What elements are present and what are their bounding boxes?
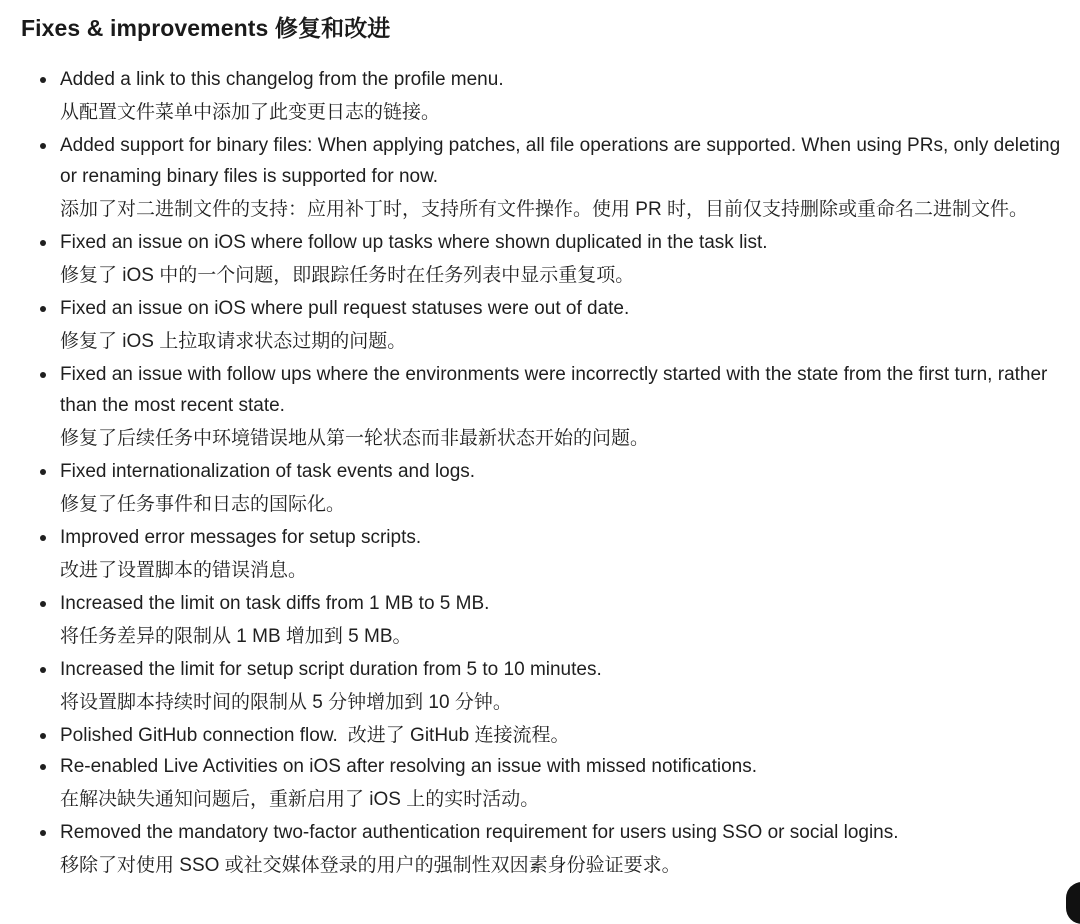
- item-text-zh: 修复了任务事件和日志的国际化。: [60, 494, 346, 515]
- item-text-en: Fixed internationalization of task events and logs.: [60, 461, 476, 482]
- item-text-zh: 将设置脚本持续时间的限制从 5 分钟增加到 10 分钟。: [60, 692, 512, 713]
- floating-corner-button: [1066, 882, 1080, 924]
- item-text-zh: 在解决缺失通知问题后，重新启用了 iOS 上的实时活动。: [60, 789, 540, 810]
- changes-list: [0, 64, 1080, 883]
- item-text-zh: 将任务差异的限制从 1 MB 增加到 5 MB。: [60, 626, 412, 647]
- item-text-en: Re-enabled Live Activities on iOS after resolving an issue with missed notifications.: [60, 756, 758, 777]
- item-text-en: Improved error messages for setup scripts.: [60, 527, 422, 548]
- list-item: [0, 456, 1080, 522]
- item-text-en: Removed the mandatory two-factor authentication requirement for users using SSO or social logins.: [60, 822, 899, 843]
- item-text-en: Fixed an issue on iOS where pull request statuses were out of date.: [60, 298, 630, 319]
- item-text-en: Fixed an issue with follow ups where the environments were incorrectly started with the state from the first turn, rather than the most recent state.: [60, 364, 1048, 416]
- section-title: Fixes & improvements 修复和改进: [21, 15, 391, 41]
- list-item: [0, 751, 1080, 817]
- list-item: [0, 293, 1080, 359]
- list-item: [0, 654, 1080, 720]
- item-text-zh: 改进了 GitHub 连接流程。: [347, 725, 570, 746]
- list-item: [0, 359, 1080, 456]
- item-text-zh: 改进了设置脚本的错误消息。: [60, 560, 308, 581]
- list-item: [0, 130, 1080, 227]
- list-item: [0, 817, 1080, 883]
- item-text-en: Polished GitHub connection flow.: [60, 725, 338, 746]
- item-text-en: Fixed an issue on iOS where follow up tasks where shown duplicated in the task list.: [60, 232, 768, 253]
- item-text-zh: 修复了后续任务中环境错误地从第一轮状态而非最新状态开始的问题。: [60, 428, 650, 449]
- list-item: [0, 522, 1080, 588]
- list-item: [0, 64, 1080, 130]
- item-text-zh: 修复了 iOS 中的一个问题，即跟踪任务时在任务列表中显示重复项。: [60, 265, 635, 286]
- item-text-en: Added a link to this changelog from the profile menu.: [60, 69, 504, 90]
- item-text-line: [60, 720, 1078, 751]
- item-text-zh: 移除了对使用 SSO 或社交媒体登录的用户的强制性双因素身份验证要求。: [60, 855, 681, 876]
- item-text-en: Increased the limit on task diffs from 1 MB to 5 MB.: [60, 593, 490, 614]
- item-text-en: Increased the limit for setup script duration from 5 to 10 minutes.: [60, 659, 602, 680]
- item-text-zh: 添加了对二进制文件的支持：应用补丁时，支持所有文件操作。使用 PR 时，目前仅支持删除或重命名二进制文件。: [60, 199, 1028, 220]
- item-text-en: Added support for binary files: When applying patches, all file operations are supported. When using PRs, only deleting or renaming binary files is supported for now.: [60, 135, 1061, 187]
- list-item: [0, 588, 1080, 654]
- item-text-zh: 修复了 iOS 上拉取请求状态过期的问题。: [60, 331, 407, 352]
- list-item: [0, 720, 1080, 751]
- list-item: [0, 227, 1080, 293]
- item-text-zh: 从配置文件菜单中添加了此变更日志的链接。: [60, 102, 441, 123]
